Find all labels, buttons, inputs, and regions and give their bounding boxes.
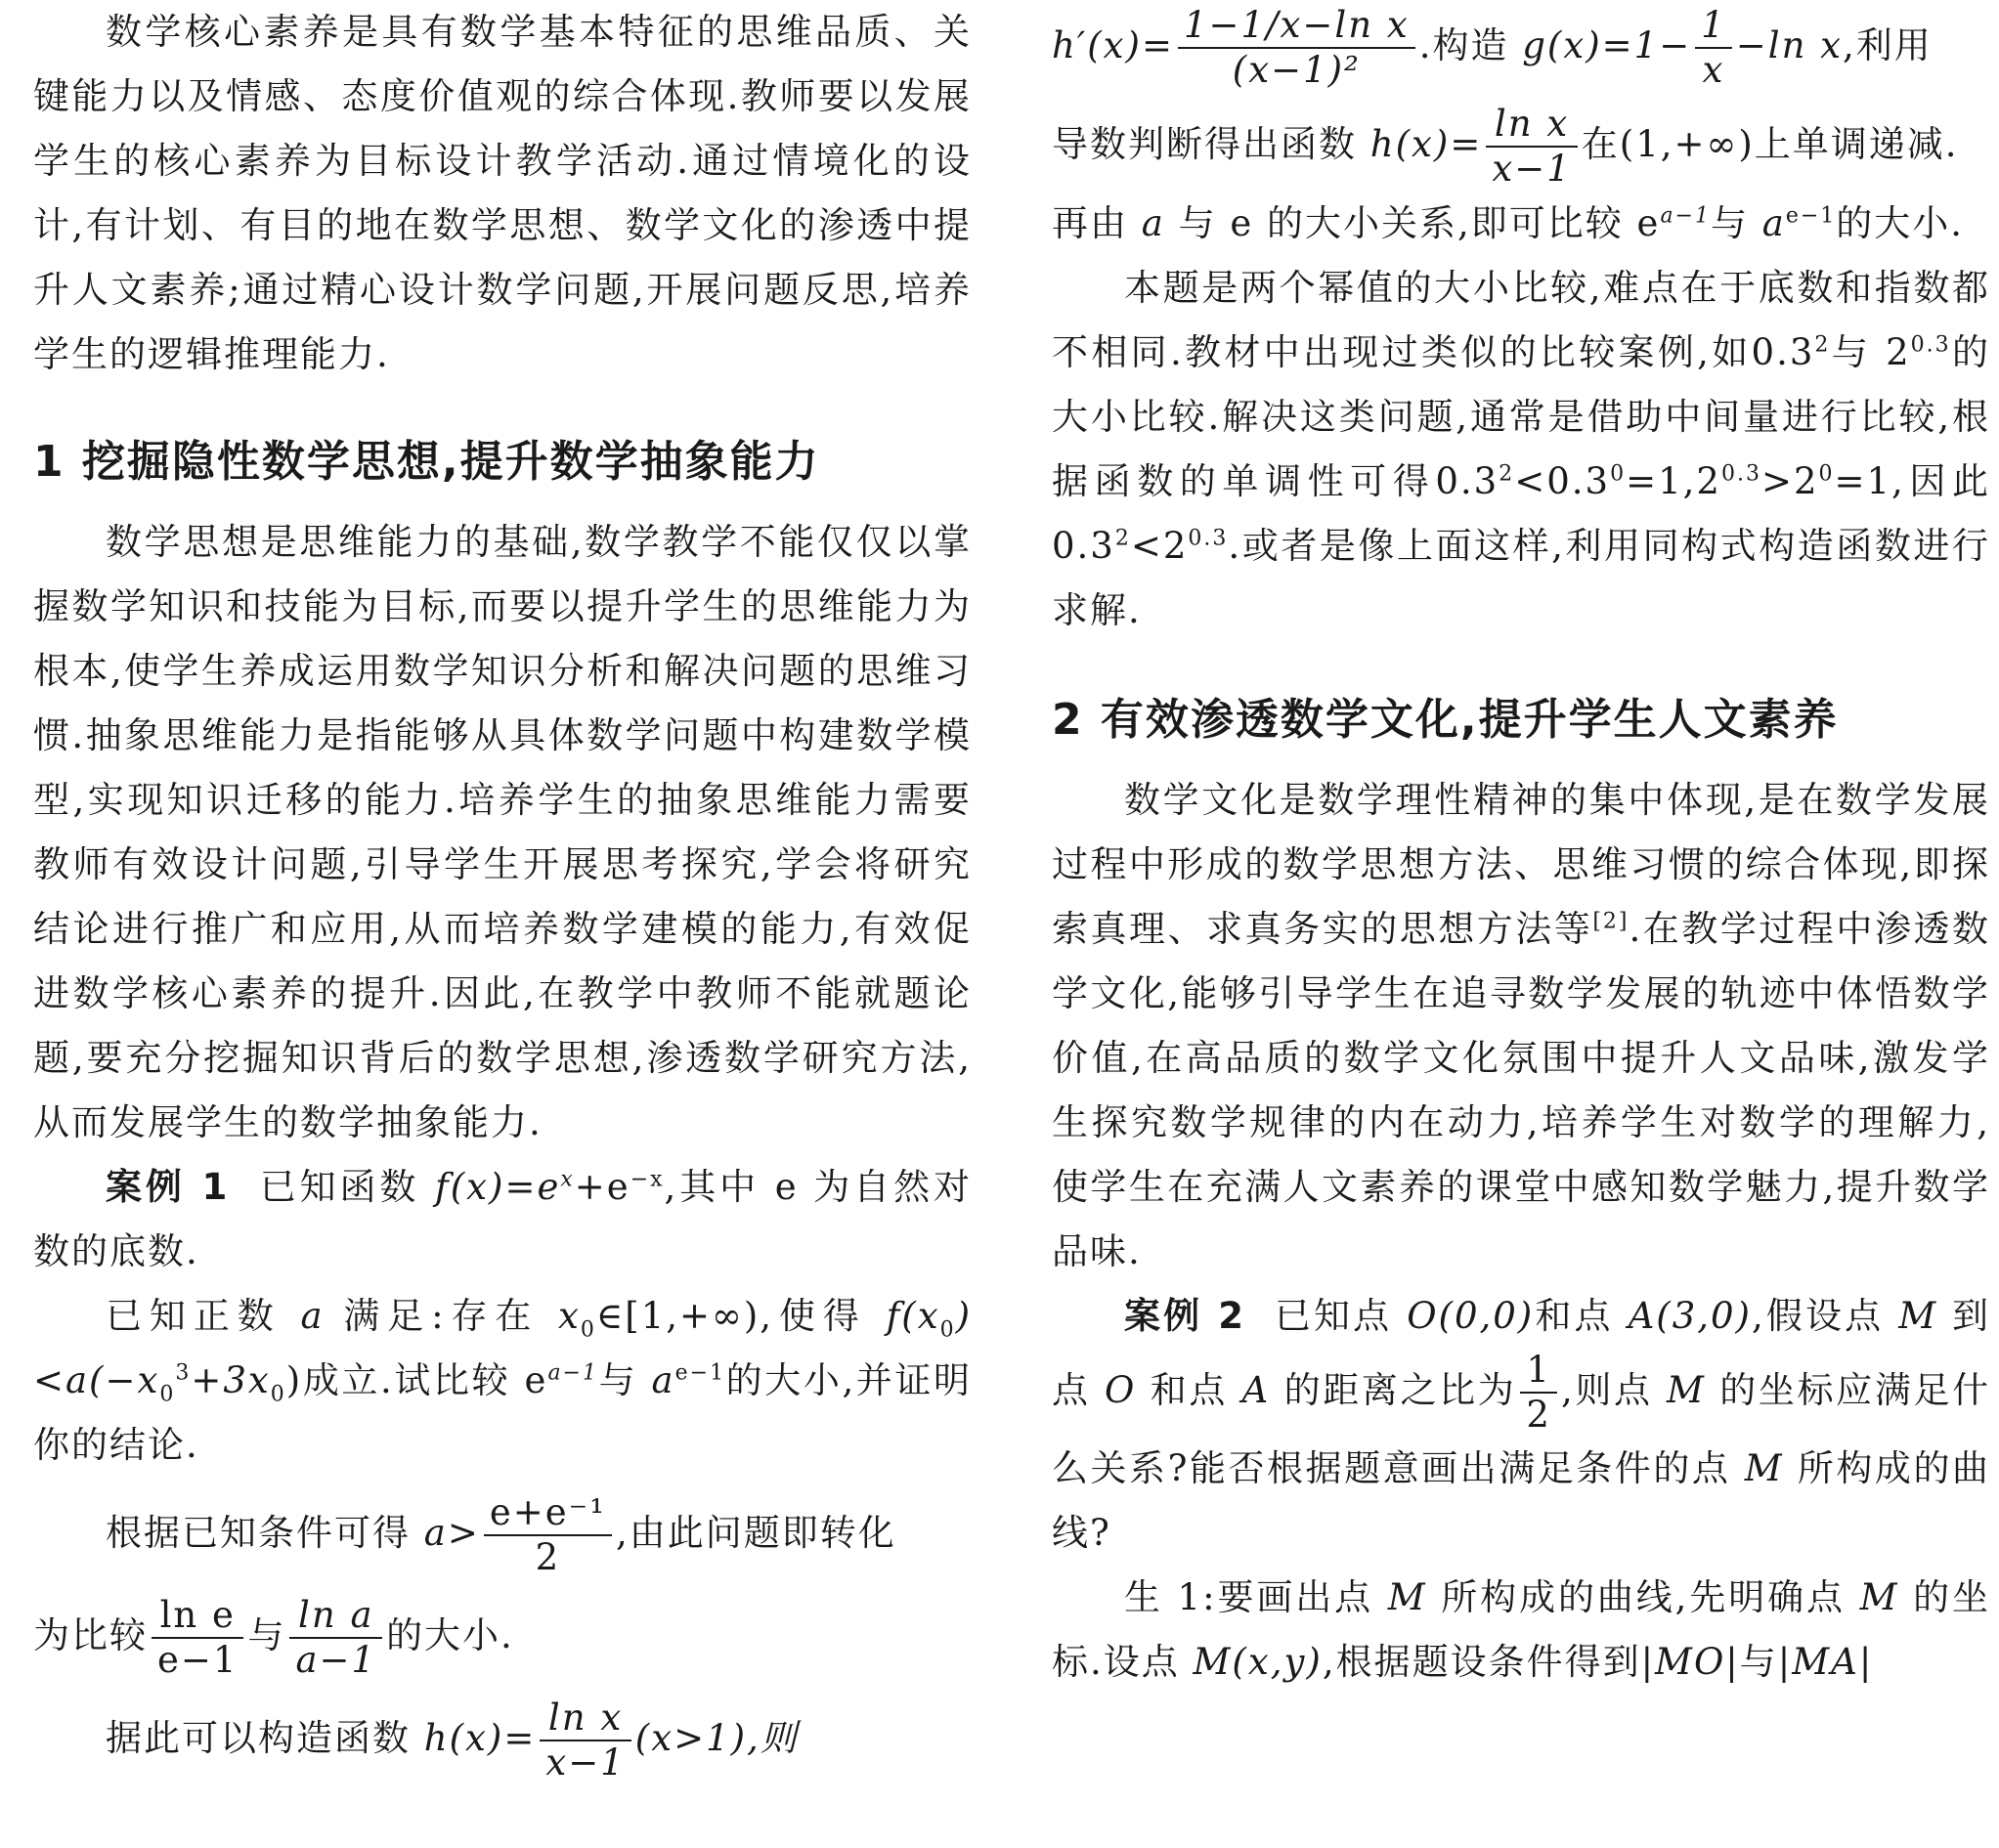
student-answer-paragraph: 生 1:要画出点 M 所构成的曲线,先明确点 M 的坐标.设点 M(x,y),根据题设条件得到|MO|与|MA| bbox=[1052, 1576, 1991, 1684]
derivation-paragraph-3: 据此可以构造函数 h(x)= $\frac{\text{ln x}}{x-1}$ (x>1),则 bbox=[106, 1696, 799, 1784]
left-column bbox=[33, 0, 972, 1784]
section-2-heading: 2 有效渗透数学文化,提升学生人文素养 bbox=[1052, 694, 1839, 745]
compare-paragraph: 再由 a 与 e 的大小关系,即可比较 $e^{a-1}$与 $a^{e-1}$的大小. bbox=[1052, 201, 1965, 244]
case-2-paragraph: 案例 2 已知点 O(0,0)和点 A(3,0),假设点 M 到点 O 和点 A 的距离之比为 $\frac{1}{2}$ ,则点 M 的坐标应满足什么关系?能否根据题意画出满足条件的点 M 所构成的曲线? bbox=[1052, 1294, 1991, 1555]
fraction-ln-e: $\frac{\text{ln e}}{e-1}$ bbox=[152, 1594, 243, 1683]
derivation-paragraph-1: 根据已知条件可得 a> $\frac{\text{e+e⁻¹}}{2}$ ,由此问题即转化 bbox=[106, 1491, 896, 1579]
fraction-h: $\frac{\text{ln x}}{x-1}$ bbox=[1486, 103, 1577, 192]
citation-ref: [2] bbox=[1592, 909, 1630, 934]
section-2-paragraph: 数学文化是数学理性精神的集中体现,是在数学发展过程中形成的数学思想方法、思维习惯的综合体现,即探索真理、求真务实的思想方法等[2].在教学过程中渗透数学文化,能够引导学生在追寻数学发展的轨迹中体悟数学价值,在高品质的数学文化氛围中提升人文品味,激发学生探究数学规律的内在动力,培养学生对数学的理解力,使学生在充满人文素养的课堂中感知数学魅力,提升数学品味. bbox=[1052, 778, 1990, 1272]
derivation-paragraph-2: 为比较 $\frac{\text{ln e}}{e-1}$ 与 $\frac{\text{ln a}}{a-1}$ 的大小. bbox=[33, 1593, 514, 1682]
case-1-paragraph: 案例 1 已知函数 $f(x)=e^x+e^{-x}$,其中 e 为自然对数的底数. bbox=[33, 1166, 972, 1272]
case-2-label: 案例 2 bbox=[1124, 1294, 1246, 1337]
fraction-e-plus-inverse: $\frac{\text{e+e⁻¹}}{2}$ bbox=[484, 1491, 612, 1580]
case-1-label: 案例 1 bbox=[106, 1166, 230, 1208]
derivative-paragraph: h′(x)= $\frac{\text{1−1/x−ln x}}{\text{(x−1)²}}$ .构造 g(x)=1− $\frac{1}{x}$ −ln x,利用 bbox=[1052, 4, 1933, 92]
fraction-one-over-x: $\frac{1}{x}$ bbox=[1695, 4, 1732, 93]
section-1-paragraph: 数学思想是思维能力的基础,数学教学不能仅仅以掌握数学知识和技能为目标,而要以提升学生的思维能力为根本,使学生养成运用数学知识分析和解决问题的思维习惯.抽象思维能力是指能够从具体数学问题中构建数学模型,实现知识迁移的能力.培养学生的抽象思维能力需要教师有效设计问题,引导学生开展思考探究,学会将研究结论进行推广和应用,从而培养数学建模的能力,有效促进数学核心素养的提升.因此,在教学中教师不能就题论题,要充分挖掘知识背后的数学思想,渗透数学研究方法,从而发展学生的数学抽象能力. bbox=[33, 521, 972, 1143]
condition-paragraph: 已知正数 a 满足:存在 $x_0\in[1,+\infty)$,使得 $f(x_0)<a(-x_0^3+3x_0)$成立.试比较 $e^{a-1}$与 $a^{e-1}$的大小,并证明你的结论. bbox=[33, 1295, 973, 1466]
intro-paragraph: 数学核心素养是具有数学基本特征的思维品质、关键能力以及情感、态度价值观的综合体现.教师要以发展学生的核心素养为目标设计教学活动.通过情境化的设计,有计划、有目的地在数学思想、数学文化的渗透中提升人文素养;通过精心设计数学问题,开展问题反思,培养学生的逻辑推理能力. bbox=[33, 11, 972, 375]
section-1-heading: 1 挖掘隐性数学思想,提升数学抽象能力 bbox=[33, 437, 820, 487]
fraction-ln-a: $\frac{\text{ln a}}{a-1}$ bbox=[289, 1594, 382, 1683]
monotonic-paragraph: 导数判断得出函数 h(x)= $\frac{\text{ln x}}{x-1}$ 在(1,+∞)上单调递减. bbox=[1052, 102, 1959, 191]
analysis-paragraph: 本题是两个幂值的大小比较,难点在于底数和指数都不相同.教材中出现过类似的比较案例,如$0.3^2$与 $2^{0.3}$的大小比较.解决这类问题,通常是借助中间量进行比较,根据函数的单调性可得$0.3^2<0.3^0=1,2^{0.3}>2^0=1$,因此$0.3^2<2^{0.3}$.或者是像上面这样,利用同构式构造函数进行求解. bbox=[1052, 266, 1990, 631]
fraction-ln-x: $\frac{\text{ln x}}{x-1}$ bbox=[540, 1697, 630, 1785]
right-column bbox=[1052, 0, 1990, 1695]
fraction-one-half: $\frac{1}{2}$ bbox=[1520, 1349, 1557, 1438]
fraction-derivative: $\frac{\text{1−1/x−ln x}}{\text{(x−1)²}}$ bbox=[1178, 4, 1415, 93]
